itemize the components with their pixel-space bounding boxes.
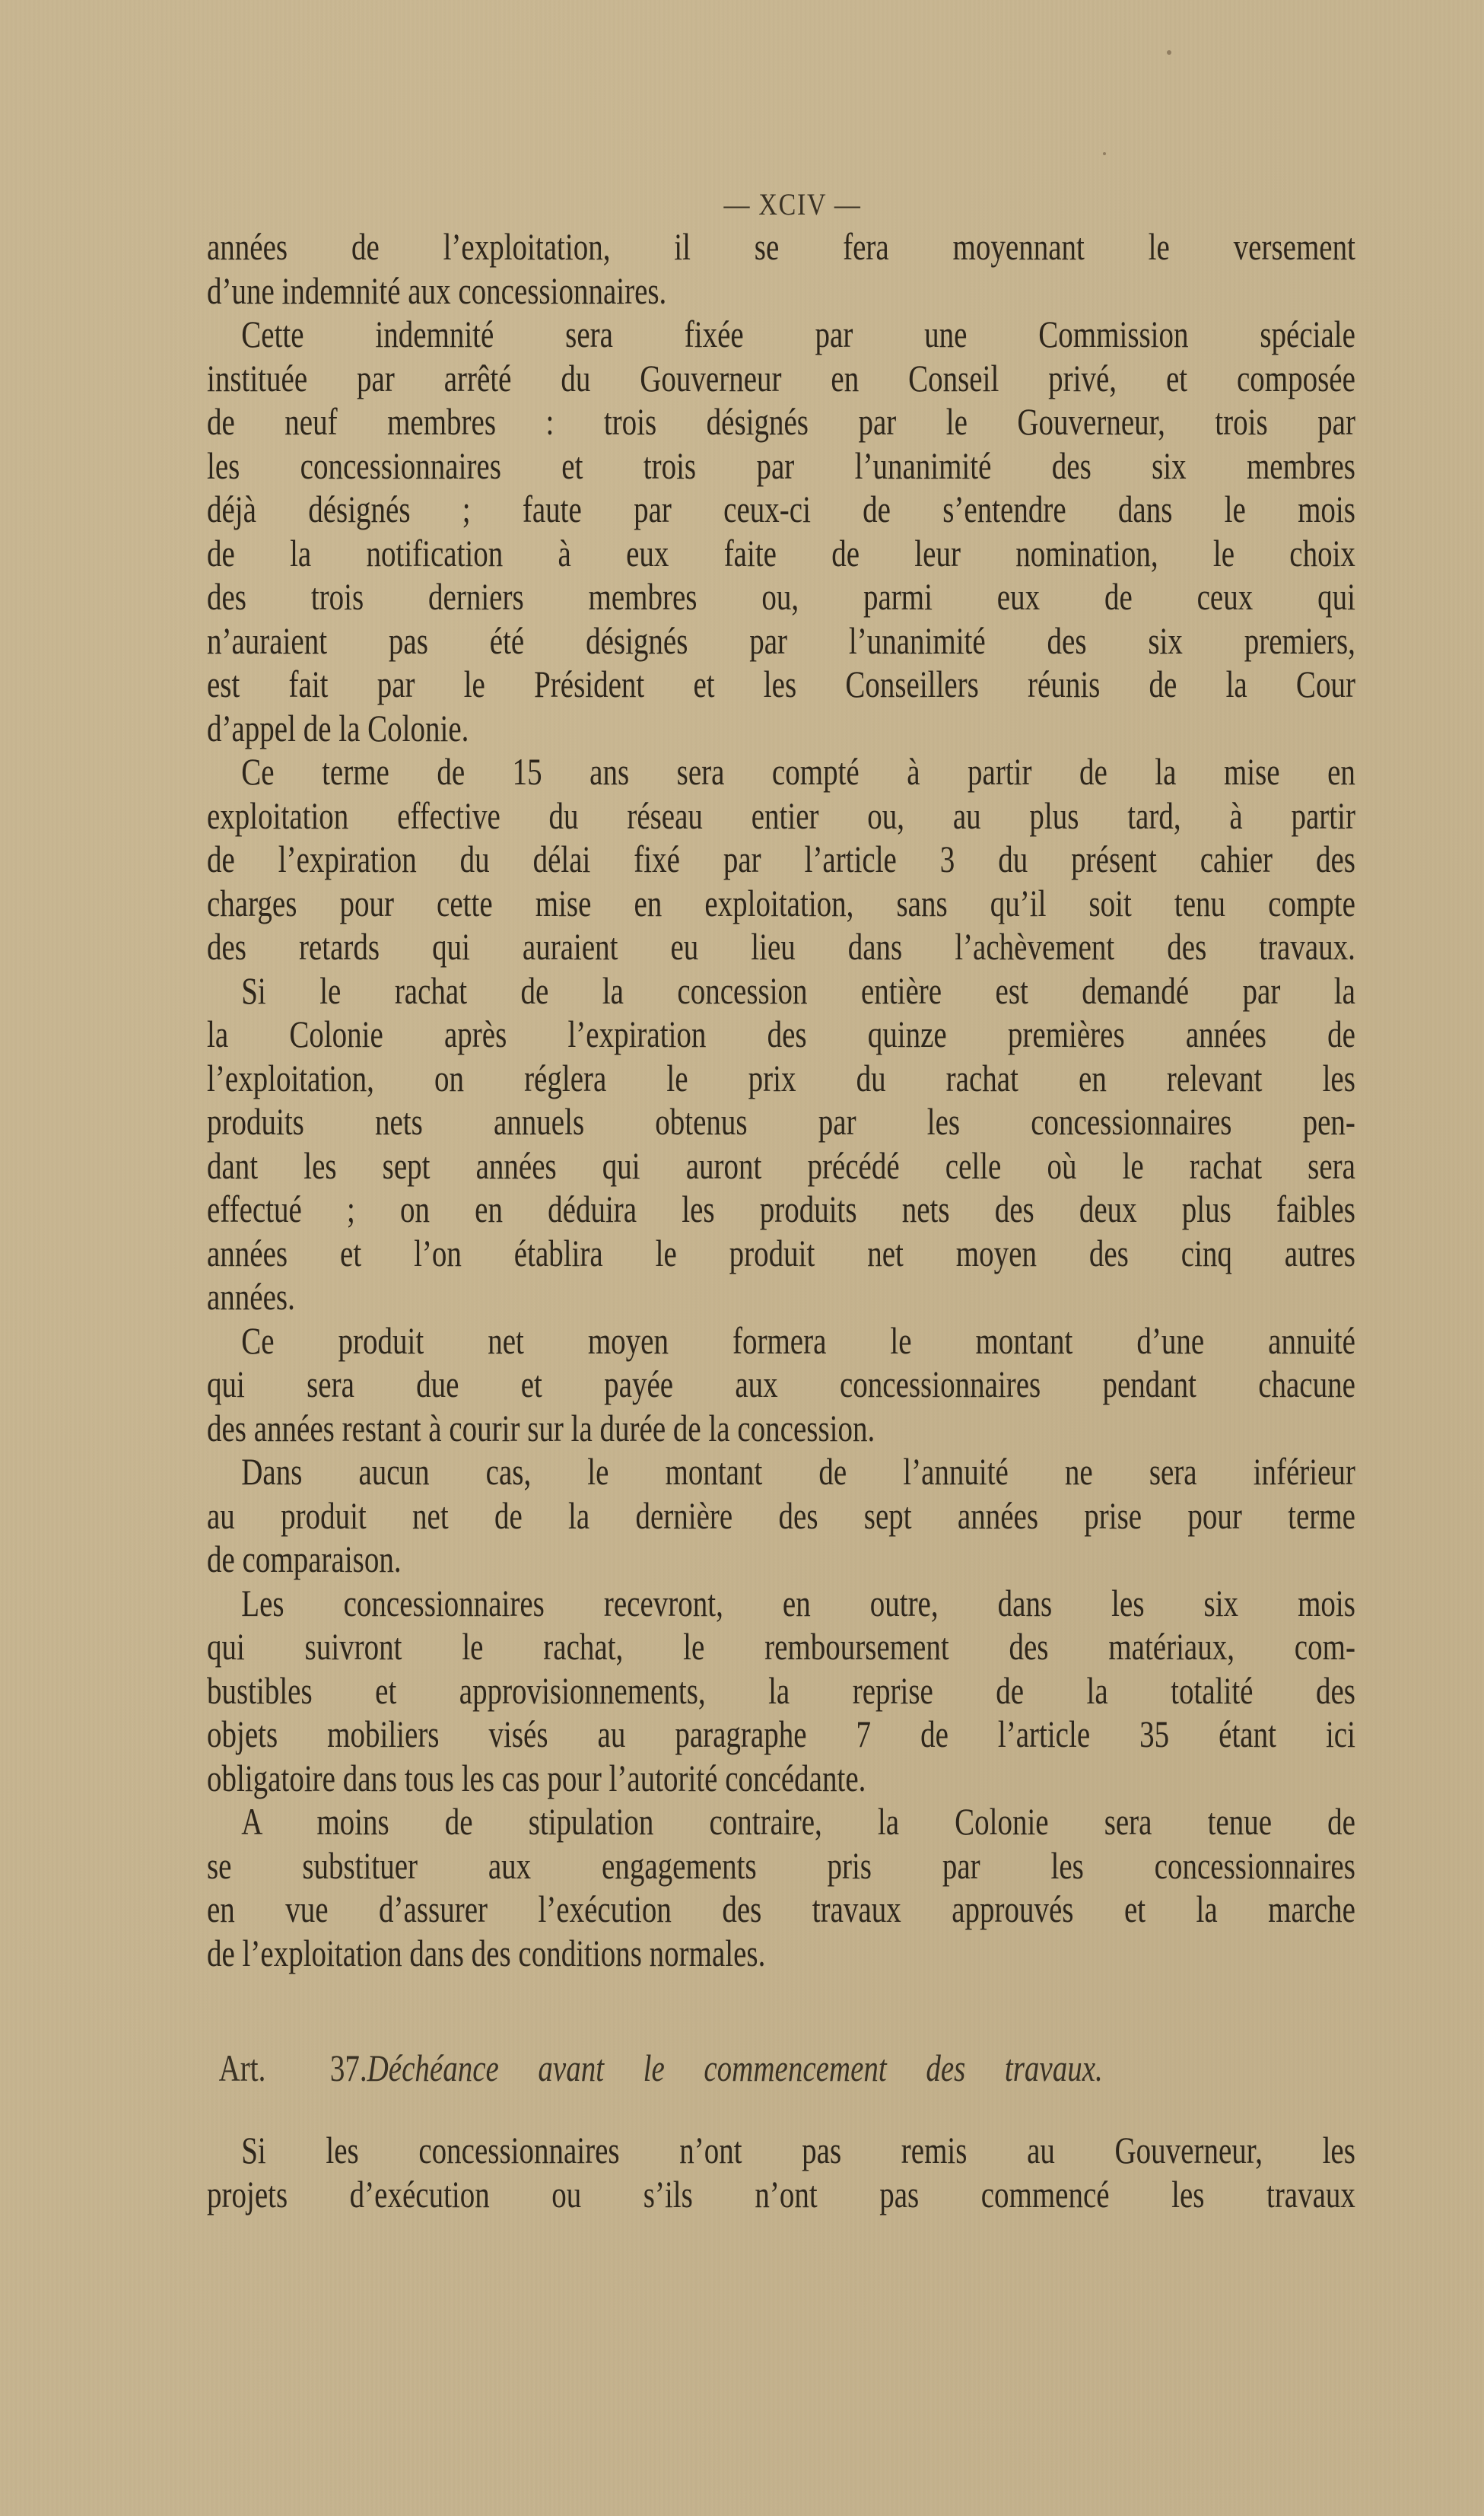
text-line: déjà désignés ; faute par ceux-ci de s’entendre dans le mois	[207, 488, 1355, 530]
paragraph	[207, 1800, 1355, 1975]
text-line: projets d’exécution ou s’ils n’ont pas commencé les travaux	[207, 2172, 1355, 2215]
text-line: de comparaison.	[207, 1538, 402, 1580]
text-line: charges pour cette mise en exploitation, sans qu’il soit tenu compte	[207, 881, 1355, 924]
text-line: les concessionnaires et trois par l’unanimité des six membres	[207, 444, 1355, 487]
paragraph	[207, 1450, 1355, 1582]
body-text	[207, 225, 1355, 2216]
text-line: en vue d’assurer l’exécution des travaux approuvés et la marche	[207, 1888, 1355, 1930]
text-line: la Colonie après l’expiration des quinze premières années de	[207, 1013, 1355, 1055]
paragraph	[207, 2129, 1355, 2216]
text-line: Cette indemnité sera fixée par une Commission spéciale	[241, 313, 1355, 355]
text-line: Les concessionnaires recevront, en outre, dans les six mois	[241, 1581, 1355, 1624]
text-line: années et l’on établira le produit net moyen des cinq autres	[207, 1231, 1355, 1274]
text-line: objets mobiliers visés au paragraphe 7 de l’article 35 étant ici	[207, 1713, 1355, 1755]
text-line: effectué ; on en déduira les produits nets des deux plus faibles	[207, 1188, 1355, 1230]
paragraph	[207, 750, 1355, 969]
paragraph	[207, 969, 1355, 1319]
article-title: Déchéance avant le commencement des travaux.	[367, 2047, 1103, 2089]
text-line: de l’expiration du délai fixé par l’article 3 du présent cahier des	[207, 838, 1355, 880]
text-line: bustibles et approvisionnements, la reprise de la totalité des	[207, 1668, 1355, 1712]
text-line: se substituer aux engagements pris par les concessionnaires	[207, 1843, 1355, 1887]
page-number-header: — XCIV —	[723, 187, 862, 221]
paragraph	[207, 1319, 1355, 1451]
text-line: au produit net de la dernière des sept années prise pour terme	[207, 1493, 1355, 1537]
text-line: qui sera due et payée aux concessionnaires pendant chacune	[207, 1363, 1355, 1405]
text-line: A moins de stipulation contraire, la Colonie sera tenue de	[241, 1800, 1355, 1843]
paragraph	[207, 313, 1355, 750]
text-line: est fait par le Président et les Conseillers réunis de la Cour	[207, 663, 1355, 705]
paper-speck	[1103, 152, 1106, 155]
text-line: Ce terme de 15 ans sera compté à partir de la mise en	[241, 750, 1355, 793]
text-line: exploitation effective du réseau entier ou, au plus tard, à partir	[207, 794, 1355, 837]
text-line: Ce produit net moyen formera le montant d’une annuité	[241, 1318, 1355, 1362]
text-line: d’appel de la Colonie.	[207, 706, 469, 749]
text-line: Si le rachat de la concession entière est demandé par la	[241, 969, 1355, 1012]
text-line: n’auraient pas été désignés par l’unanimité des six premiers,	[207, 619, 1355, 662]
text-line: Si les concessionnaires n’ont pas remis au Gouverneur, les	[241, 2129, 1355, 2171]
text-line: des trois derniers membres ou, parmi eux de ceux qui	[207, 575, 1355, 618]
text-line: années.	[207, 1275, 295, 1318]
text-line: des retards qui auraient eu lieu dans l’achèvement des travaux.	[207, 925, 1355, 968]
text-line: d’une indemnité aux concessionnaires.	[207, 269, 667, 312]
text-line: qui suivront le rachat, le remboursement des matériaux, com-	[207, 1625, 1355, 1668]
text-line: produits nets annuels obtenus par les concessionnaires pen-	[207, 1100, 1355, 1143]
text-line: années de l’exploitation, il se fera moyennant le versement	[207, 225, 1355, 268]
paragraph	[207, 1582, 1355, 1801]
paragraph	[207, 225, 1355, 313]
text-line: des années restant à courir sur la durée de la concession.	[207, 1406, 875, 1449]
text-line: obligatoire dans tous les cas pour l’autorité concédante.	[207, 1756, 866, 1799]
text-line: de neuf membres : trois désignés par le Gouverneur, trois par	[207, 400, 1355, 443]
text-line: Dans aucun cas, le montant de l’annuité ne sera inférieur	[241, 1450, 1355, 1493]
text-line: dant les sept années qui auront précédé celle où le rachat sera	[207, 1143, 1355, 1187]
article-number: Art. 37.	[218, 2047, 367, 2089]
text-line: l’exploitation, on réglera le prix du rachat en relevant les	[207, 1056, 1355, 1099]
text-line: instituée par arrêté du Gouverneur en Conseil privé, et composée	[207, 356, 1355, 399]
article-heading	[207, 2045, 1103, 2091]
text-line: de la notification à eux faite de leur nomination, le choix	[207, 531, 1355, 574]
paper-speck	[1167, 50, 1171, 55]
text-line: de l’exploitation dans des conditions normales.	[207, 1931, 766, 1974]
document-page	[207, 187, 1355, 2216]
